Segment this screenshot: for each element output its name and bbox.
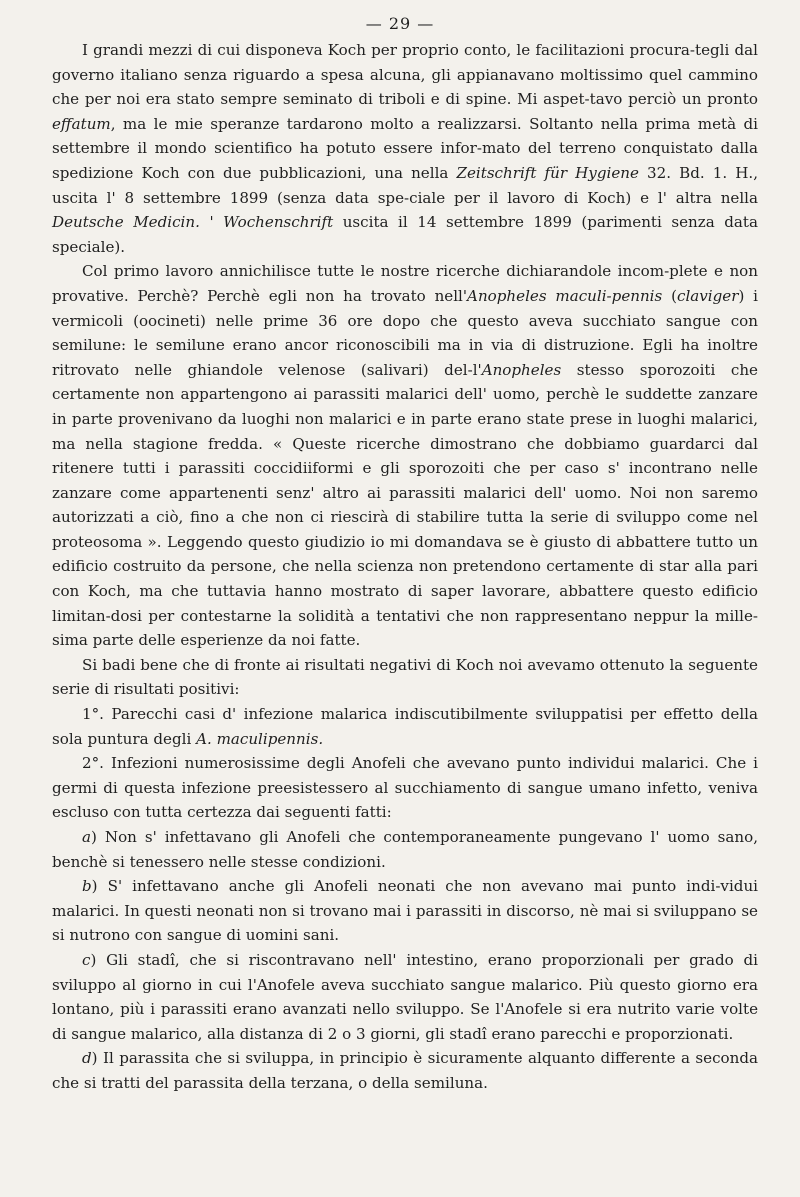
text-run: ) Non s' infettavano gli Anofeli che contemporaneamente pungevano l' uomo sano, benchè si tenessero nelle stesse condizioni. [52, 828, 758, 871]
page-number: — 29 — [365, 14, 435, 33]
italic-text-run: d [82, 1049, 92, 1068]
paragraph [52, 751, 758, 825]
text-run: uscita il 14 settembre 1899 (parimenti senza data speciale). [52, 213, 758, 256]
text-run: 2°. Infezioni numerosissime degli Anofeli che avevano punto individui malarici. Che i germi di questa infezione preesistessero al succhiamento di sangue umano infetto, veniva escluso con tutta certezza dai seguenti fatti: [52, 754, 758, 822]
text-run: 1°. Parecchi casi d' infezione malarica indiscutibilmente sviluppatisi per effetto della sola puntura degli [52, 705, 758, 748]
body-text [52, 38, 758, 1096]
text-run: Col primo lavoro annichilisce tutte le nostre ricerche dichiarandole incom-plete e non provative. Perchè? Perchè egli non ha trovato nell' [52, 262, 758, 305]
text-run: , ma le mie speranze tardarono molto a realizzarsi. Soltanto nella prima metà di settembre il mondo scientifico ha potuto essere infor-mato del terreno conquistato dalla spedizione Koch con due pubblicazioni, una nella [52, 114, 758, 182]
italic-text-run: Zeitschrift für Hygiene [456, 163, 639, 182]
italic-text-run: effatum [52, 114, 111, 133]
text-run: ( [662, 286, 677, 305]
text-run: I grandi mezzi di cui disponeva Koch per proprio conto, le facilitazioni procura-tegli dal governo italiano senza riguardo a spesa alcuna, gli appianavano moltissimo quel cammino che per noi era stato sempre seminato di triboli e di spine. Mi aspet-tavo perciò un pronto [52, 41, 758, 109]
italic-text-run: claviger [677, 286, 739, 305]
paragraph [52, 874, 758, 948]
paragraph [52, 1046, 758, 1095]
paragraph [52, 702, 758, 751]
italic-text-run: a [82, 828, 91, 846]
text-run: ) i vermicoli (oocineti) nelle prime 36 ore dopo che questo aveva succhiato sangue con semilune: le semilune erano ancor riconoscibili ma in via di distruzione. Egli ha inoltre ritrovato nelle ghiandole velenose (salivari) del-l' [52, 286, 759, 379]
italic-text-run: Deutsche Medicin. ' Wochenschrift [52, 213, 334, 232]
paragraph [52, 259, 758, 653]
text-run: stesso sporozoiti che certamente non appartengono ai parassiti malarici dell' uomo, perchè le suddette zanzare in parte provenivano da luoghi non malarici e in parte erano state prese in luoghi malarici, ma nella stagione fredda. « Queste ricerche dimostrano che dobbiamo guardarci dal ritenere tutti i parassiti coccidiiformi e gli sporozoiti che per caso s' incontrano nelle zanzare come appartenenti senz' altro ai parassiti malarici dell' uomo. Noi non saremo autorizzati a ciò, fino a che non ci riescirà di stabilire tutta la serie di sviluppo come nel proteosoma ». Leggendo questo giudizio io mi domandava se è giusto di abbattere tutto un edificio costruito da persone, che nella scienza non pretendono certamente di star alla pari con Koch, ma che tuttavia hanno mostrato di saper lavorare, abbattere questo edificio limitan-dosi per contestarne la solidità a tentativi che non rappresentano neppur la mille-sima parte delle esperienze da noi fatte. [52, 360, 758, 650]
paragraph [52, 38, 758, 259]
text-run: ) S' infettavano anche gli Anofeli neonati che non avevano mai punto indi-vidui malarici. In questi neonati non si trovano mai i parassiti in discorso, nè mai si sviluppano se si nutrono con sangue di uomini sani. [52, 877, 758, 945]
paragraph [52, 948, 758, 1046]
paragraph [52, 825, 758, 874]
text-run: ) Il parassita che si sviluppa, in principio è sicuramente alquanto differente a seconda che si tratti del parassita della terzana, o della semiluna. [52, 1049, 758, 1092]
text-run: ) Gli stadî, che si riscontravano nell' intestino, erano proporzionali per grado di sviluppo al giorno in cui l'Anofele aveva succhiato sangue malarico. Più questo giorno era lontano, più i parassiti erano avanzati nello sviluppo. Se l'Anofele si era nutrito varie volte di sangue malarico, alla distanza di 2 o 3 giorni, gli stadî erano parecchi e proporzionati. [52, 950, 758, 1043]
text-run: Si badi bene che di fronte ai risultati negativi di Koch noi avevamo ottenuto la seguente serie di risultati positivi: [52, 655, 758, 699]
text-run: 32. Bd. 1. H., uscita l' 8 settembre 1899 (senza data spe-ciale per il lavoro di Koch) e l' altra nella [52, 163, 758, 207]
paragraph [52, 653, 758, 702]
italic-text-run: c [82, 950, 91, 969]
italic-text-run: Anopheles maculi-pennis [467, 286, 663, 305]
italic-text-run: Anopheles [481, 360, 562, 379]
italic-text-run: A. maculipennis. [196, 729, 324, 748]
italic-text-run: b [82, 877, 92, 896]
